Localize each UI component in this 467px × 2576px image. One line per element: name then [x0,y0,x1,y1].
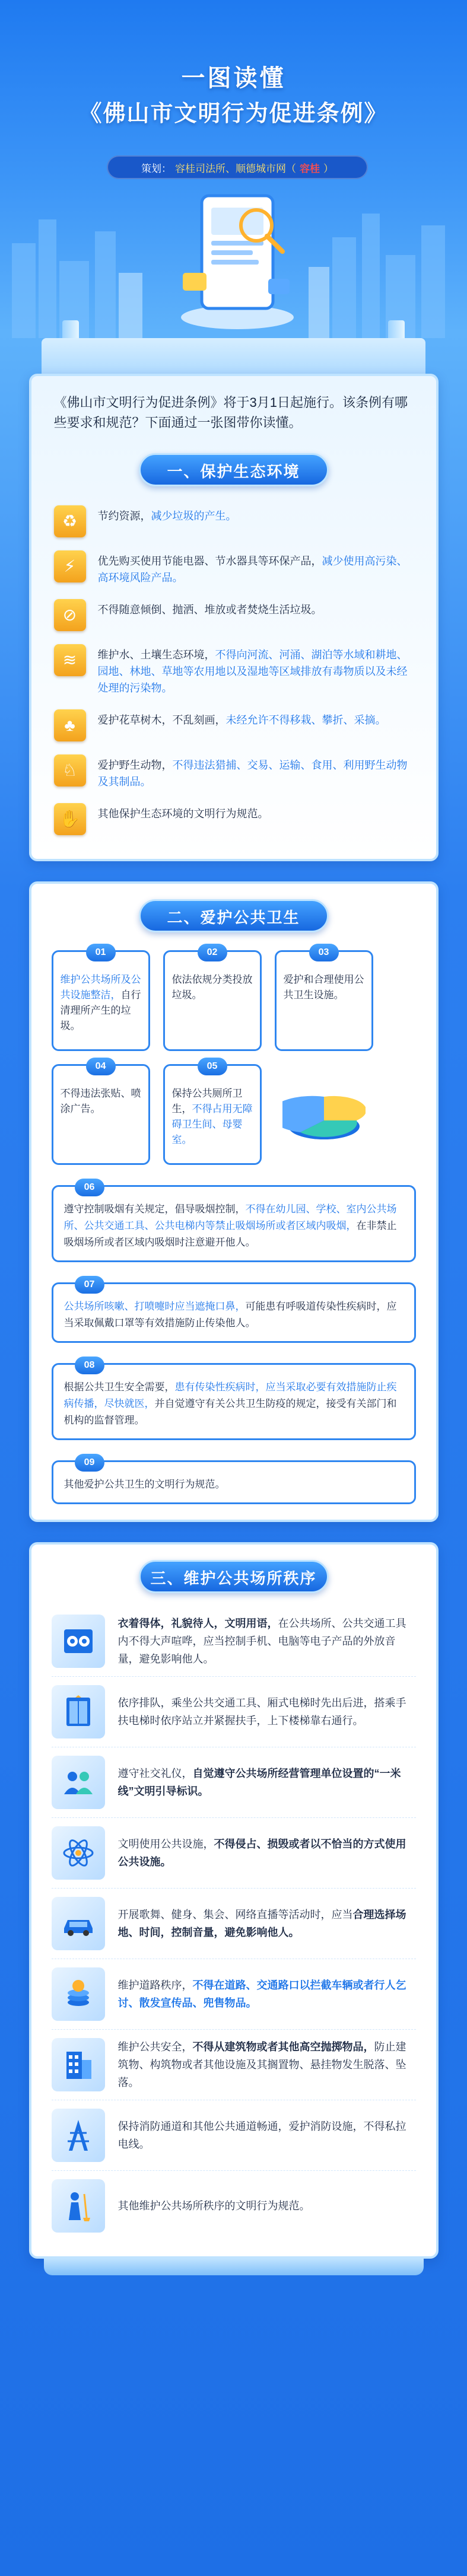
hygiene-card-01 [52,947,150,1051]
eco-item [54,593,414,638]
number-badge: 06 [75,1179,104,1196]
number-badge: 02 [198,944,227,961]
eco-item [54,638,414,703]
number-badge: 04 [86,1058,116,1075]
leaf-icon: ♻ [54,505,86,537]
tower-icon [52,2109,105,2162]
card-text: 自行清理所产生的垃圾。 [60,989,141,1031]
order-text: 在公共场所、公共交通工具内不得大声喧哗，应当控制手机、电脑等电子产品的外放音量，避免影响他人。 [117,1617,406,1665]
number-badge: 03 [309,944,339,961]
eco-text-plain: 优先购买使用节能电器、节水器具等环保产品， [97,555,322,567]
eco-text-plain: 其他保护生态环境的文明行为规范。 [97,808,269,820]
card-text: 不得违法张贴、喷涂广告。 [60,1088,141,1115]
eco-item [54,749,414,797]
order-text: 文明使用公共设施， [117,1838,214,1850]
credit-orgs: 容桂司法所、顺德城市网（ [175,163,296,174]
water-icon: ≋ [54,644,86,676]
card-text: 依法依规分类投放垃圾。 [171,974,253,1001]
hygiene-card-04 [52,1061,150,1165]
intro-text: 《佛山市文明行为促进条例》将于3月1日起施行。该条例有哪些要求和规范？下面通过一张图带你读懂。 [53,395,408,430]
speaker-icon [52,1615,105,1668]
order-item [52,1606,416,1677]
eco-text-highlight: 不得违法猎捕、交易、运输、食用、利用野生动物及其制品。 [97,759,408,788]
no-burn-icon: ⊘ [54,599,86,631]
coin-icon [52,1967,105,2021]
order-text-bold: 不得从建筑物或者其他高空抛掷物品， [192,2041,374,2053]
order-item [52,2030,416,2100]
order-item [52,2100,416,2171]
card-highlight: 不得在幼儿园、学校、室内公共场所、公共交通工具、公共电梯内等禁止吸烟场所或者区域内吸烟， [63,1203,397,1231]
eco-item [54,545,414,593]
order-item [52,1818,416,1889]
eco-text-highlight: 减少使用高污染、高环境风险产品。 [97,555,408,584]
order-text: 防止建筑物、构筑物或者其他设施及其搁置物、悬挂物发生脱落、坠落。 [117,2041,406,2088]
eco-item [54,499,414,545]
eco-text-plain: 维护水、土壤生态环境， [97,649,215,661]
hygiene-card-03 [275,947,373,1051]
section2-title: 二、爱护公共卫生 [139,899,329,932]
section2-card [29,881,439,1522]
order-item [52,1959,416,2030]
card-text: 根据公共卫生安全需要， [63,1381,175,1393]
number-badge: 08 [75,1357,104,1374]
building-icon [52,2038,105,2091]
eco-item [54,703,414,749]
section1-title: 一、保护生态环境 [139,453,329,486]
eco-text-plain: 爱护野生动物， [97,759,173,771]
hygiene-grid [52,947,416,1165]
credit-prefix: 策划： [141,163,171,174]
order-text: 维护道路秩序， [117,1979,193,1991]
order-item [52,1747,416,1818]
number-badge: 01 [86,944,116,961]
order-item [52,2171,416,2241]
order-text: 维护公共安全， [117,2041,193,2053]
number-badge: 09 [75,1454,104,1472]
eco-item [54,797,414,842]
atom-icon [52,1826,105,1880]
hygiene-card-02 [163,947,262,1051]
hero-title-line2: 《佛山市文明行为促进条例》 [79,101,388,126]
section3-card [29,1542,439,2259]
credit-suffix: ） [323,163,333,174]
footer-decoration [44,2259,424,2275]
eco-text-highlight: 不得向河流、河涌、湖泊等水域和耕地、园地、林地、草地等农用地以及湿地等区域排放有毒物质以及未经处理的污染物。 [97,649,408,694]
section-public-order [29,1542,439,2275]
tablet-illustration [178,184,297,332]
eco-text-plain: 节约资源， [97,510,151,522]
number-badge: 05 [198,1058,227,1075]
order-text-bold: 合理选择场地、时间，控制音量，避免影响他人。 [117,1909,406,1938]
order-text: 开展歌舞、健身、集会、网络直播等活动时，应当 [117,1909,353,1921]
card-text: 并自觉遵守有关公共卫生防疫的规定，接受有关部门和机构的监督管理。 [63,1398,397,1426]
credit-bar [107,155,368,179]
card-text: 保持公共厕所卫生， [171,1088,243,1115]
hygiene-card-05 [163,1061,262,1165]
pie-chart-illustration [275,1064,373,1165]
hygiene-card-09 [52,1457,416,1504]
order-text-bold: 衣着得体，礼貌待人，文明用语， [117,1617,278,1629]
card-text: 其他爱护公共卫生的文明行为规范。 [63,1479,225,1490]
order-text-bold: 自觉遵守公共场所经营管理单位设置的“一米线”文明引导标识。 [117,1768,401,1797]
card-text: 爱护和合理使用公共卫生设施。 [283,974,364,1001]
eco-text-highlight: 未经允许不得移栽、攀折、采摘。 [225,714,386,726]
people-icon [52,1756,105,1809]
order-text: 遵守社交礼仪， [117,1768,193,1779]
eco-list [54,499,414,842]
hygiene-card-07 [52,1279,416,1343]
car-icon [52,1897,105,1950]
animal-icon: ♘ [54,754,86,787]
order-text: 其他维护公共场所秩序的文明行为规范。 [117,2200,310,2212]
order-text-bold: 不得侵占、损毁或者以不恰当的方式使用公共设施。 [117,1838,406,1868]
eco-text-highlight: 减少垃圾的产生。 [151,510,237,522]
eco-text-plain: 爱护花草树木，不乱刻画， [97,714,226,726]
order-item [52,1889,416,1959]
section3-title: 三、维护公共场所秩序 [139,1560,329,1593]
appliance-icon: ⚡ [54,550,86,582]
card-text: 可能患有呼吸道传染性疾病时，应当采取佩戴口罩等有效措施防止传染他人。 [63,1301,397,1329]
card-highlight: 公共场所咳嗽、打喷嚏时应当遮掩口鼻， [63,1301,246,1312]
credit-emphasis: 容桂 [300,163,320,174]
order-text: 依序排队，乘坐公共交通工具、厢式电梯时先出后进，搭乘手扶电梯时依序站立并紧握扶手，上下楼梯靠右通行。 [117,1697,406,1727]
card-highlight: 患有传染性疾病时，应当采取必要有效措施防止疾病传播，尽快就医， [63,1381,397,1409]
eco-text-plain: 不得随意倾倒、抛洒、堆放或者焚烧生活垃圾。 [97,604,322,616]
hero-title-line1: 一图读懂 [181,65,286,91]
hygiene-card-08 [52,1360,416,1440]
card-highlight: 维护公共场所及公共设施整洁， [60,974,141,1001]
card-text: 在非禁止吸烟场所或者区域内吸烟时注意避开他人。 [63,1220,397,1248]
tree-icon: ♣ [54,709,86,741]
order-text: 保持消防通道和其他公共通道畅通，爱护消防设施，不得私拉电线。 [117,2120,406,2150]
intro-card [29,374,439,861]
hygiene-card-06 [52,1182,416,1262]
card-highlight: 不得占用无障碍卫生间、母婴室。 [171,1103,253,1145]
order-item [52,1677,416,1747]
cleaner-icon [52,2179,105,2233]
hero-banner [0,0,467,380]
hand-icon: ✋ [54,803,86,835]
elevator-icon [52,1685,105,1738]
order-text-bold: 不得在道路、交通路口以拦截车辆或者行人乞讨、散发宣传品、兜售物品。 [117,1979,406,2009]
order-list [52,1606,416,2241]
card-text: 遵守控制吸烟有关规定，倡导吸烟控制， [63,1203,246,1215]
section-intro-eco [29,374,439,861]
number-badge: 07 [75,1276,104,1294]
section-public-hygiene [29,881,439,1522]
